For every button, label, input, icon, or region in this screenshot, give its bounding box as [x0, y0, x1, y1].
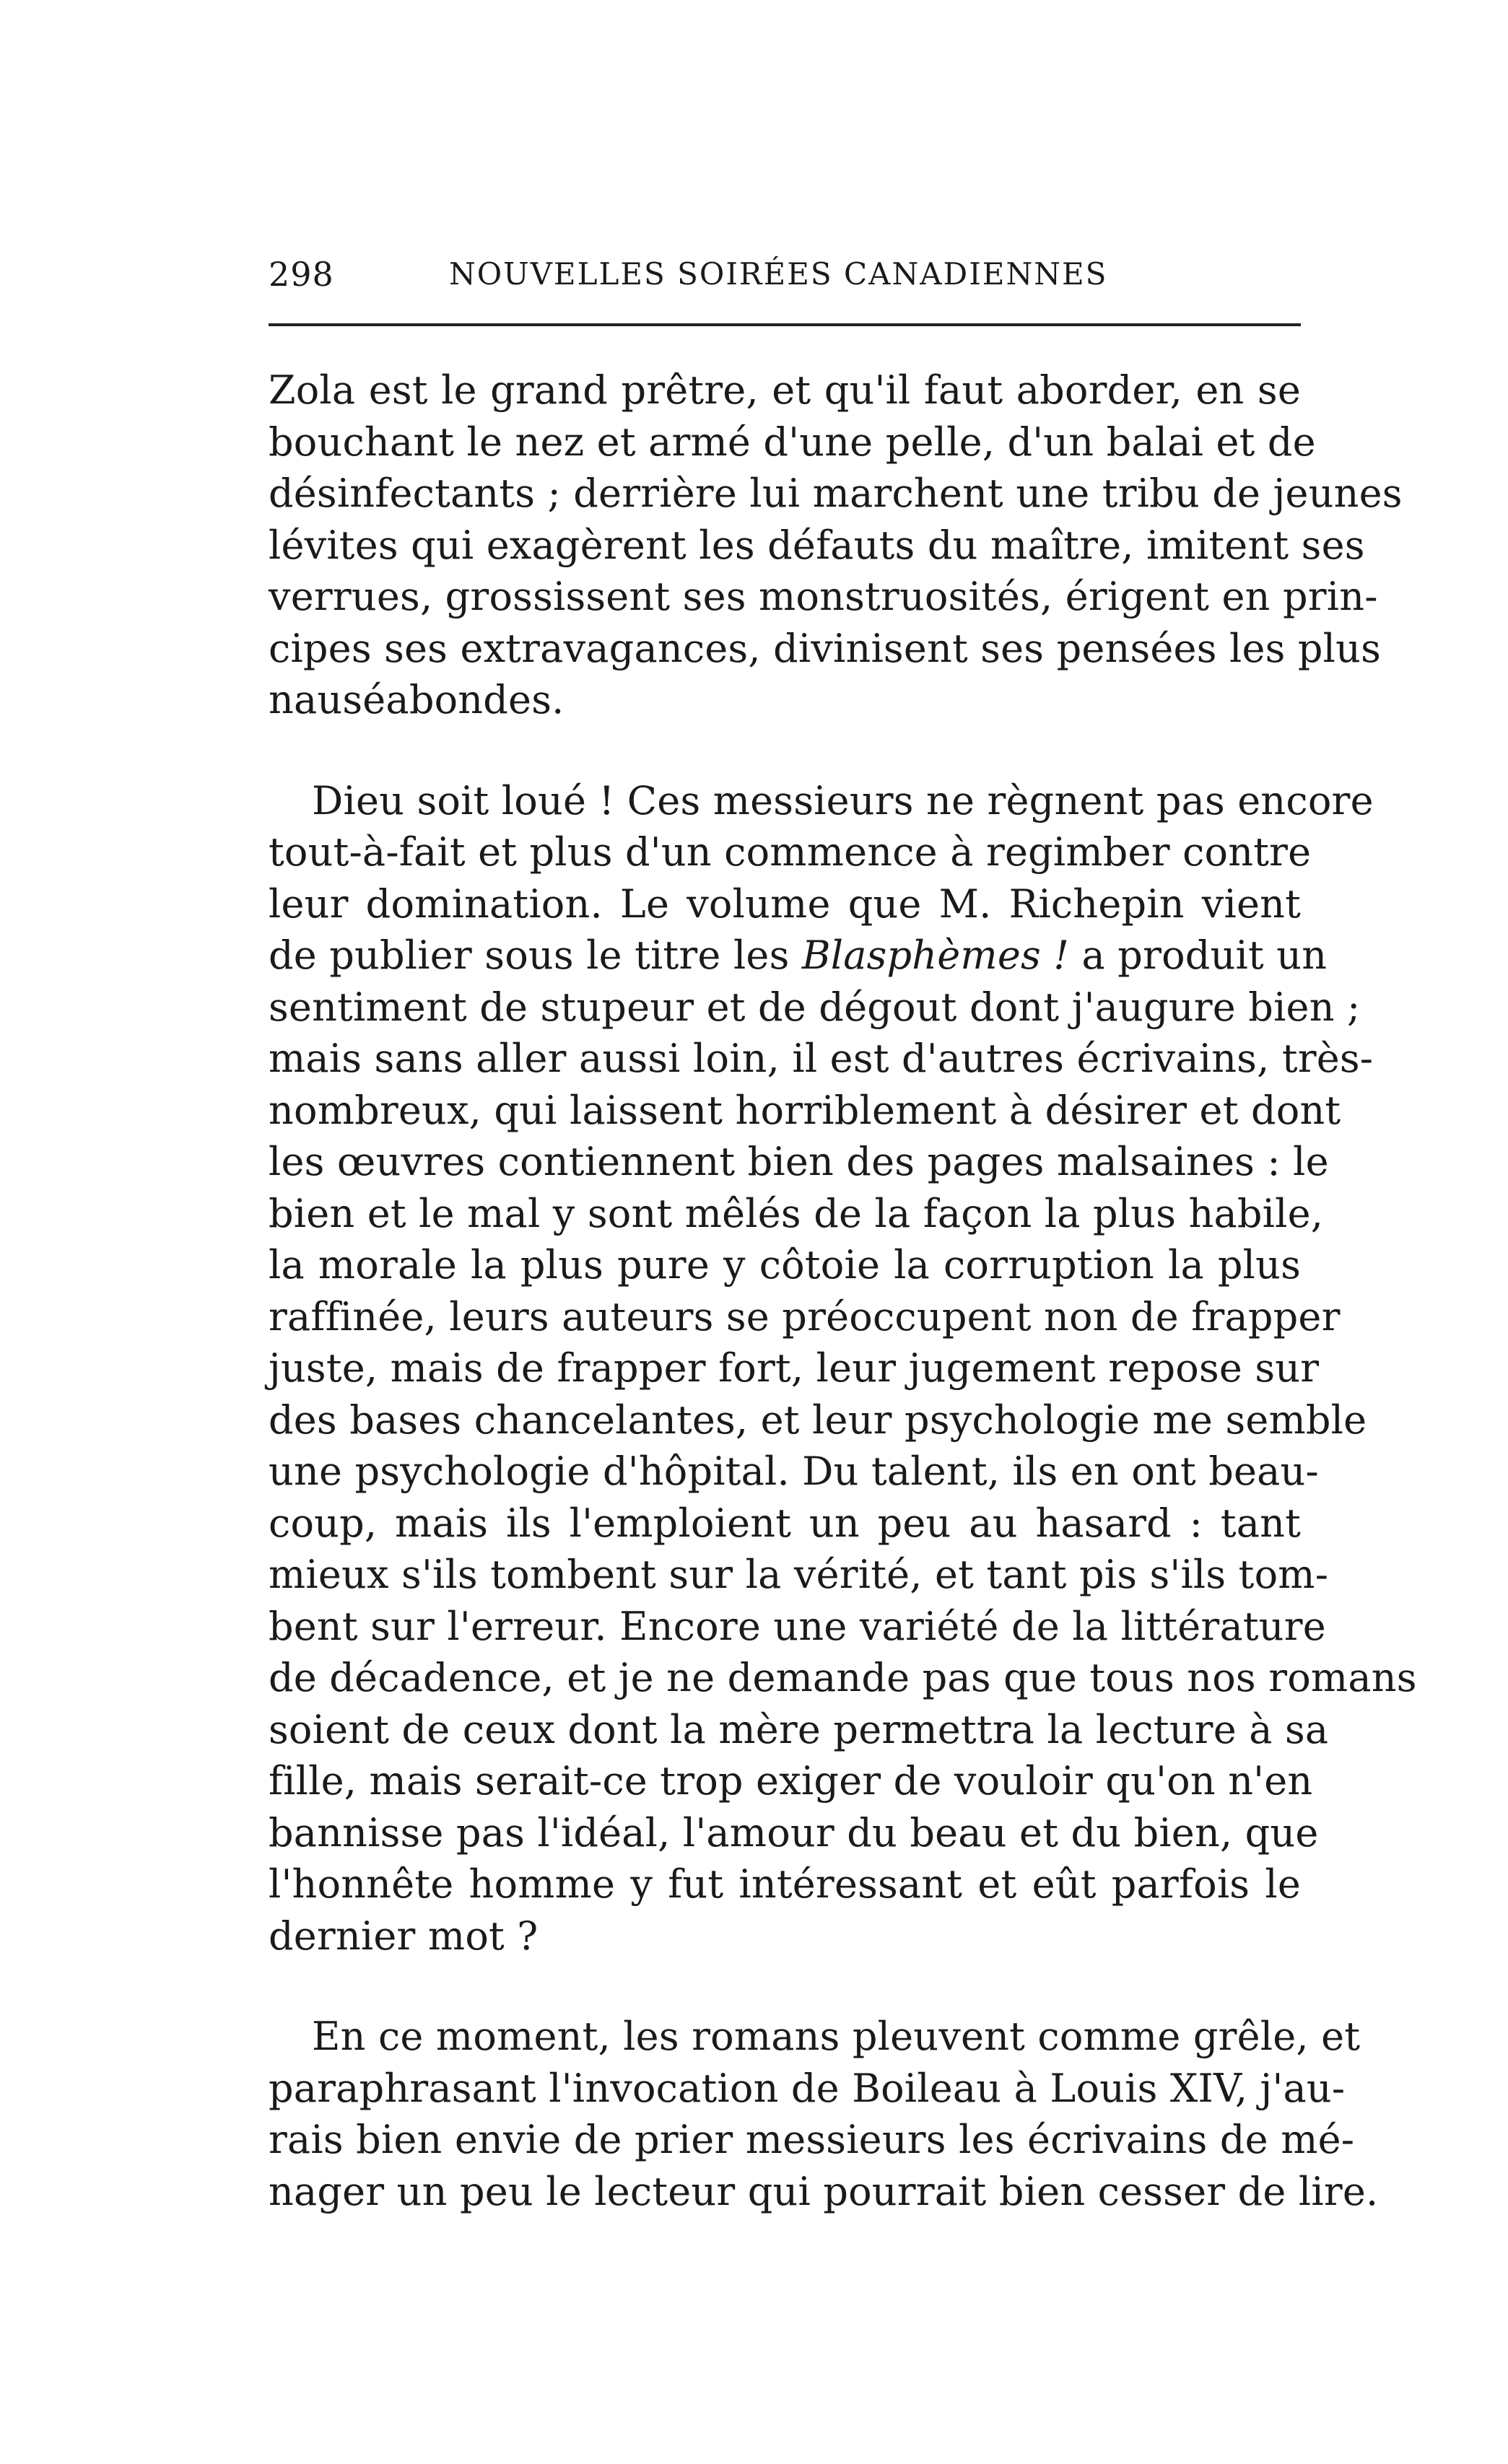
text-line: fille, mais serait-ce trop exiger de vouloir qu'on n'en	[269, 1758, 1313, 1804]
text-line: bien et le mal y sont mêlés de la façon la plus habile,	[269, 1190, 1324, 1236]
paragraph-1	[269, 364, 1403, 726]
text-line: En ce moment, les romans pleuvent comme grêle, et	[312, 2014, 1361, 2059]
paragraph-2	[269, 775, 1417, 1962]
header-rule	[269, 323, 1301, 326]
text-line: dernier mot ?	[269, 1913, 539, 1959]
text-line: leur domination. Le volume que M. Richepin vient	[269, 881, 1301, 927]
text-line: lévites qui exagèrent les défauts du maître, imitent ses	[269, 522, 1365, 568]
text-line: bouchant le nez et armé d'une pelle, d'un balai et de	[269, 419, 1316, 465]
page-header	[269, 249, 1301, 300]
text-line-with-italic-title: de publier sous le titre les Blasphèmes ! a produit un	[269, 932, 1328, 978]
text-line: sentiment de stupeur et de dégout dont j'augure bien ;	[269, 984, 1361, 1030]
text-line: juste, mais de frapper fort, leur jugement repose sur	[269, 1345, 1320, 1391]
text-line: cipes ses extravagances, divinisent ses pensées les plus	[269, 625, 1382, 671]
body-text	[269, 364, 1417, 2266]
text-line: Dieu soit loué ! Ces messieurs ne règnent pas encore	[312, 777, 1374, 823]
text-line: paraphrasant l'invocation de Boileau à Louis XIV, j'au-	[269, 2065, 1346, 2111]
text-line: de décadence, et je ne demande pas que tous nos romans	[269, 1655, 1417, 1700]
page-number: 298	[269, 255, 334, 294]
text-line: tout-à-fait et plus d'un commence à regimber contre	[269, 829, 1312, 875]
text-line: nauséabondes.	[269, 677, 565, 722]
text-line: bannisse pas l'idéal, l'amour du beau et du bien, que	[269, 1809, 1319, 1856]
text-line: bent sur l'erreur. Encore une variété de la littérature	[269, 1603, 1326, 1649]
paragraph-3	[269, 2011, 1379, 2217]
text-line: soient de ceux dont la mère permettra la lecture à sa	[269, 1706, 1329, 1752]
text-line: les œuvres contiennent bien des pages malsaines : le	[269, 1139, 1329, 1184]
text-line: désinfectants ; derrière lui marchent une tribu de jeunes	[269, 471, 1403, 516]
text-line: raffinée, leurs auteurs se préoccupent non de frapper	[269, 1293, 1341, 1340]
text-line: mieux s'ils tombent sur la vérité, et tant pis s'ils tom-	[269, 1552, 1329, 1597]
text-line: une psychologie d'hôpital. Du talent, ils en ont beau-	[269, 1449, 1319, 1494]
text-line: nombreux, qui laissent horriblement à désirer et dont	[269, 1087, 1341, 1133]
text-line: mais sans aller aussi loin, il est d'autres écrivains, très-	[269, 1036, 1374, 1081]
text-line: coup, mais ils l'emploient un peu au hasard : tant	[269, 1500, 1301, 1546]
text-line: la morale la plus pure y côtoie la corruption la plus	[269, 1242, 1301, 1288]
text-line: l'honnête homme y fut intéressant et eût parfois le	[269, 1861, 1301, 1907]
text-line: rais bien envie de prier messieurs les écrivains de mé-	[269, 2117, 1355, 2162]
running-title: NOUVELLES SOIRÉES CANADIENNES	[449, 256, 1108, 292]
text-line: Zola est le grand prêtre, et qu'il faut aborder, en se	[269, 367, 1301, 413]
text-line: des bases chancelantes, et leur psychologie me semble	[269, 1397, 1367, 1443]
text-line: nager un peu le lecteur qui pourrait bien cesser de lire.	[269, 2168, 1379, 2214]
text-line: verrues, grossissent ses monstruosités, érigent en prin-	[269, 574, 1378, 619]
book-title-italic: Blasphèmes !	[801, 932, 1070, 978]
